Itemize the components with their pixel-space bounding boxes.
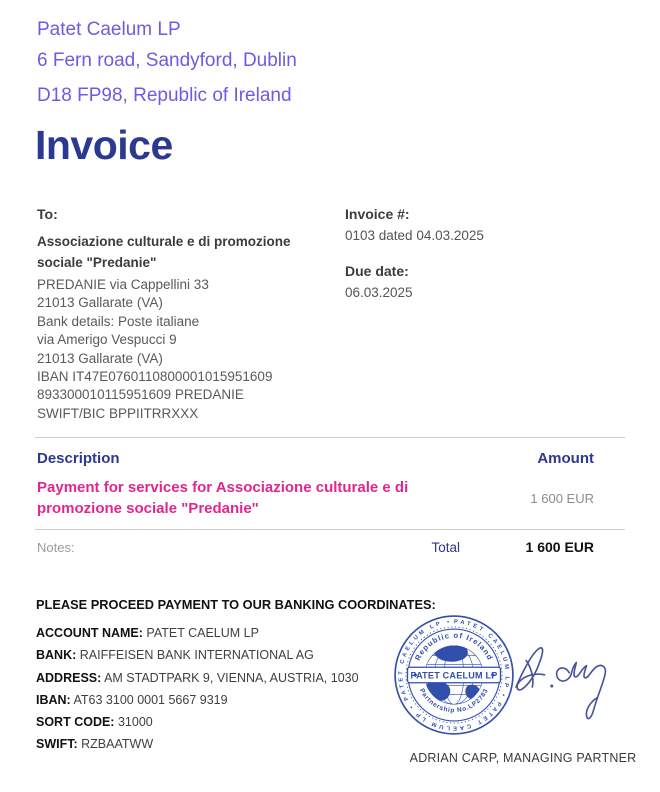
total-value: 1 600 EUR xyxy=(525,539,594,555)
banking-row xyxy=(36,689,436,711)
invoice-number-label: Invoice #: xyxy=(345,206,410,222)
seal-outer-ring-text: PATET CAELUM LP • PATET CAELUM LP • PATET CAELUM LP • xyxy=(398,619,510,731)
company-header xyxy=(37,14,297,111)
banking-row xyxy=(36,733,436,755)
recipient-line: PREDANIE via Cappellini 33 xyxy=(37,277,209,292)
bank-value: RAIFFEISEN BANK INTERNATIONAL AG xyxy=(76,648,314,663)
account-name-value: PATET CAELUM LP xyxy=(142,626,259,640)
table-header-row xyxy=(35,438,625,469)
totals-row xyxy=(35,530,625,555)
banking-heading: PLEASE PROCEED PAYMENT TO OUR BANKING COORDINATES: xyxy=(36,597,436,612)
recipient-swift: SWIFT/BIC BPPIITRRXXX xyxy=(37,405,199,421)
address-label: ADDRESS: xyxy=(36,670,102,685)
sort-code-value: 31000 xyxy=(114,715,153,730)
recipient-account: 893300010115951609 PREDANIE xyxy=(37,387,244,403)
total-label: Total xyxy=(431,540,460,555)
amount-column-header: Amount xyxy=(537,450,594,467)
company-address-line2: D18 FP98, Republic of Ireland xyxy=(37,85,292,106)
recipient-block xyxy=(37,206,339,423)
company-seal-stamp-icon xyxy=(392,613,516,737)
banking-row xyxy=(36,711,436,733)
recipient-line: via Amerigo Vespucci 9 xyxy=(37,332,177,348)
company-name: Patet Caelum LP xyxy=(37,19,181,40)
account-name-label: ACCOUNT NAME: xyxy=(36,626,143,640)
recipient-line: Bank details: Poste italiane xyxy=(37,313,200,329)
signatory-name: ADRIAN CARP, MANAGING PARTNER xyxy=(409,751,637,765)
recipient-line: 21013 Gallarate (VA) xyxy=(37,350,163,366)
iban-label: IBAN: xyxy=(36,692,71,707)
seal-bottom-arc-text: Partnership No.LP2783 xyxy=(417,687,491,715)
notes-label: Notes: xyxy=(37,540,75,555)
due-date-value: 06.03.2025 xyxy=(345,285,413,300)
line-item-description: Payment for services for Associazione culturale e di promozione sociale "Predanie" xyxy=(37,479,409,517)
bank-label: BANK: xyxy=(36,648,77,663)
to-label: To: xyxy=(37,206,58,222)
swift-value: RZBAATWW xyxy=(77,737,154,752)
items-table xyxy=(35,437,625,555)
iban-value: AT63 3100 0001 5667 9319 xyxy=(70,692,228,707)
address-value: AM STADTPARK 9, VIENNA, AUSTRIA, 1030 xyxy=(101,670,359,685)
swift-label: SWIFT: xyxy=(36,737,78,752)
banking-row xyxy=(36,667,436,689)
sort-code-label: SORT CODE: xyxy=(36,715,115,730)
line-item-amount: 1 600 EUR xyxy=(530,490,594,506)
invoice-meta xyxy=(345,206,484,320)
recipient-name: Associazione culturale e di promozione sociale "Predanie" xyxy=(37,234,291,270)
recipient-iban: IBAN IT47E0760110800001015951609 xyxy=(37,369,273,385)
company-address-line1: 6 Fern road, Sandyford, Dublin xyxy=(37,50,297,71)
description-column-header: Description xyxy=(37,450,120,467)
signature-icon xyxy=(503,638,621,730)
due-date-label: Due date: xyxy=(345,263,409,279)
seal-top-arc-text: Republic of Ireland xyxy=(413,630,495,663)
invoice-number-value: 0103 dated 04.03.2025 xyxy=(345,228,484,243)
recipient-line: 21013 Gallarate (VA) xyxy=(37,295,163,311)
banking-coordinates xyxy=(36,597,436,756)
table-row xyxy=(35,469,625,530)
banking-row xyxy=(36,622,436,644)
page-title: Invoice xyxy=(35,122,173,168)
banking-row xyxy=(36,644,436,666)
seal-center-text: PATET CAELUM LP xyxy=(410,670,498,681)
